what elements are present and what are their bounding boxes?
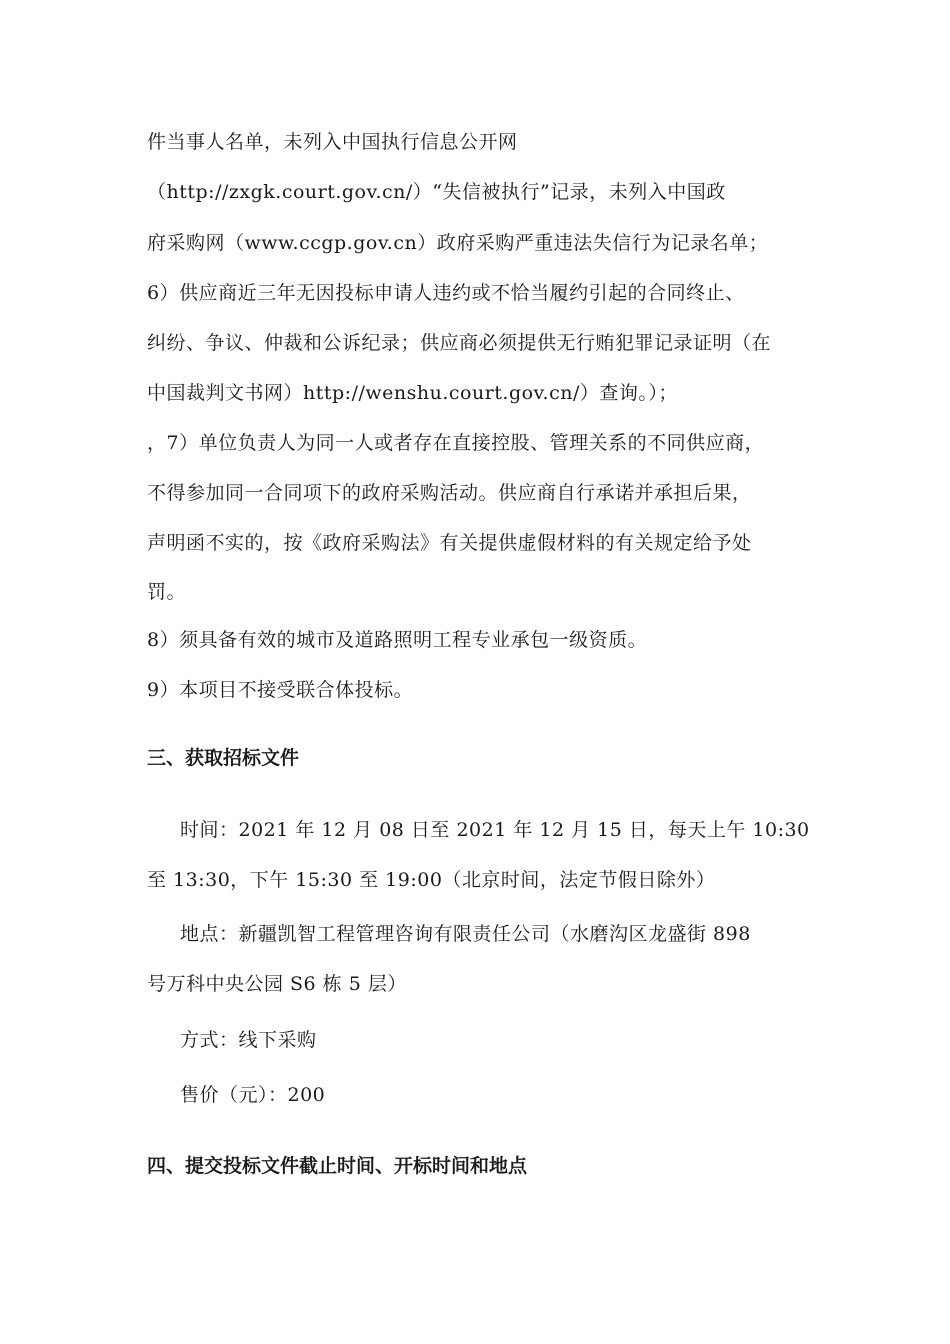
paragraph-line: 府采购网（www.ccgp.gov.cn）政府采购严重违法失信行为记录名单； <box>147 232 769 254</box>
paragraph-line: 纠纷、争议、仲裁和公诉纪录；供应商必须提供无行贿犯罪记录证明（在 <box>147 332 772 354</box>
section-heading-obtain-documents: 三、获取招标文件 <box>147 747 300 769</box>
paragraph-line: ，7）单位负责人为同一人或者存在直接控股、管理关系的不同供应商， <box>147 432 765 454</box>
paragraph-line: 8）须具备有效的城市及道路照明工程专业承包一级资质。 <box>147 629 648 651</box>
time-line-continued: 至 13:30，下午 15:30 至 19:00（北京时间，法定节假日除外） <box>147 869 716 891</box>
paragraph-line: 不得参加同一合同项下的政府采购活动。供应商自行承诺并承担后果， <box>147 482 752 504</box>
section-heading-submission-deadline: 四、提交投标文件截止时间、开标时间和地点 <box>147 1155 528 1177</box>
paragraph-line: 6）供应商近三年无因投标申请人违约或不恰当履约引起的合同终止、 <box>147 282 745 304</box>
paragraph-line: （http://zxgk.court.gov.cn/）“失信被执行”记录，未列入中国政 <box>147 181 726 203</box>
method-line: 方式：线下采购 <box>180 1029 317 1051</box>
price-line: 售价（元）：200 <box>180 1084 326 1106</box>
time-line: 时间：2021 年 12 月 08 日至 2021 年 12 月 15 日，每天上午 10:30 <box>180 819 810 841</box>
paragraph-line: 声明函不实的，按《政府采购法》有关提供虚假材料的有关规定给予处 <box>147 532 752 554</box>
paragraph-line: 件当事人名单，未列入中国执行信息公开网 <box>147 131 518 153</box>
location-line: 地点：新疆凯智工程管理咨询有限责任公司（水磨沟区龙盛街 898 <box>180 923 751 945</box>
paragraph-line: 中国裁判文书网）http://wenshu.court.gov.cn/）查询。）； <box>147 382 678 404</box>
paragraph-line: 9）本项目不接受联合体投标。 <box>147 679 414 701</box>
location-line-continued: 号万科中央公园 S6 栋 5 层） <box>147 973 407 995</box>
paragraph-line: 罚。 <box>147 581 187 603</box>
